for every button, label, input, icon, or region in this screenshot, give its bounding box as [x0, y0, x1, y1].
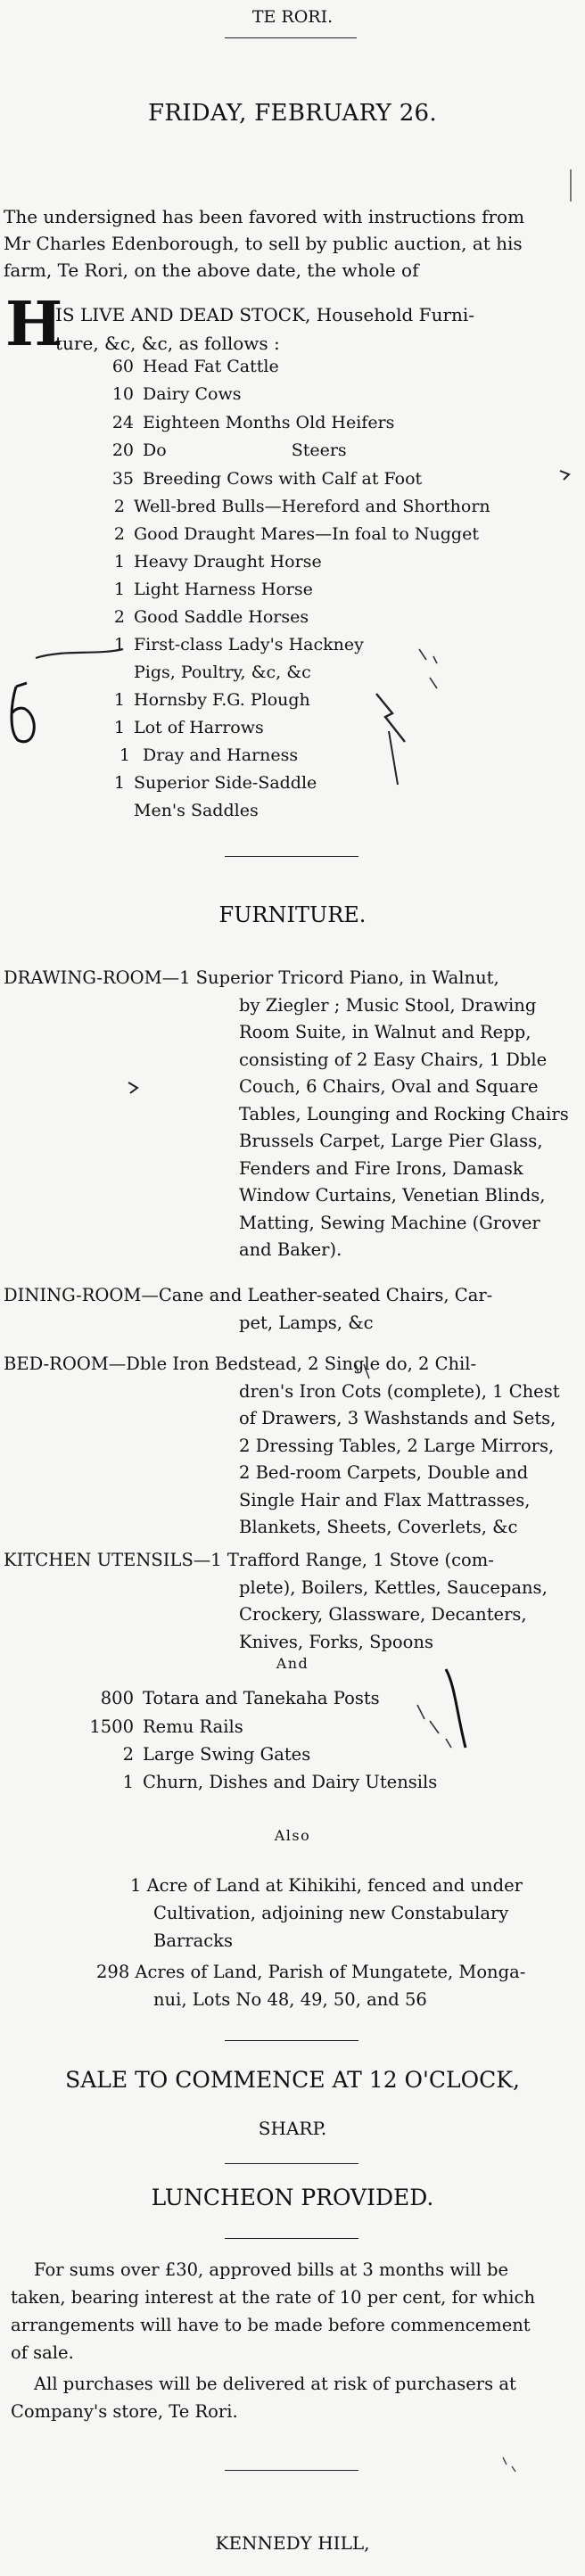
stock-item-desc: Good Draught Mares—In foal to Nugget [134, 524, 479, 544]
stock-item-desc: Light Harness Horse [134, 580, 313, 599]
post-item-desc: Large Swing Gates [143, 1744, 311, 1765]
stock-item-desc [143, 440, 347, 460]
stock-heading-line-1: IS LIVE AND DEAD STOCK, Household Furni- [55, 304, 475, 325]
drawing-room-line: consisting of 2 Easy Chairs, 1 Dble [239, 1049, 548, 1070]
steers-label: Steers [291, 440, 347, 460]
stock-item-desc: Well-bred Bulls—Hereford and Shorthorn [134, 497, 490, 516]
dining-room-line: pet, Lamps, &c [239, 1312, 374, 1333]
bed-room-line: of Drawers, 3 Washstands and Sets, [239, 1408, 556, 1428]
drop-cap: H [5, 289, 63, 360]
sale-commence: SALE TO COMMENCE AT 12 O'CLOCK, [65, 2067, 520, 2093]
sharp-label: SHARP. [258, 2118, 327, 2139]
terms-p2-line-2: Company's store, Te Rori. [11, 2401, 238, 2422]
post-item-qty: 1 [122, 1772, 134, 1792]
drawing-room-line: Matting, Sewing Machine (Grover [239, 1212, 540, 1233]
stock-item-desc: Men's Saddles [134, 801, 259, 820]
drawing-room-line: Brussels Carpet, Large Pier Glass, [239, 1131, 543, 1151]
stock-item-desc: Superior Side-Saddle [134, 773, 317, 793]
drawing-room-line: Tables, Lounging and Rocking Chairs [239, 1103, 569, 1124]
location-header: TE RORI. [251, 7, 334, 27]
post-item-qty: 1500 [89, 1716, 134, 1737]
kitchen-line: plete), Boilers, Kettles, Saucepans, [239, 1576, 548, 1598]
drawing-room-line: DRAWING-ROOM—1 Superior Tricord Piano, in Walnut, [4, 967, 499, 988]
land-item-2-line-1: 298 Acres of Land, Parish of Mungatete, Monga- [96, 1962, 526, 1982]
post-item-desc: Remu Rails [143, 1716, 243, 1737]
land-item-2-line-2: nui, Lots No 48, 49, 50, and 56 [153, 1989, 427, 2010]
kitchen-line: KITCHEN UTENSILS—1 Trafford Range, 1 Stove (com- [4, 1550, 494, 1570]
land-item-1-line-3: Barracks [153, 1930, 233, 1951]
luncheon-provided: LUNCHEON PROVIDED. [151, 2185, 434, 2210]
terms-p1-line-3: arrangements will have to be made before commencement [11, 2315, 531, 2335]
stock-item-qty: 2 [113, 607, 125, 627]
stock-item-desc: Pigs, Poultry, &c, &c [134, 663, 311, 682]
stock-item-desc: Good Saddle Horses [134, 607, 309, 627]
intro-line-1: The undersigned has been favored with instructions from [4, 206, 525, 227]
drawing-room-line: Room Suite, in Walnut and Repp, [239, 1022, 531, 1042]
stock-item-desc: Dray and Harness [143, 745, 299, 765]
terms-p2-line-1: All purchases will be delivered at risk of purchasers at [34, 2374, 516, 2394]
drawing-room-line: Fenders and Fire Irons, Damask [239, 1157, 523, 1179]
stock-item-qty: 24 [111, 413, 134, 432]
stock-item-qty: 2 [113, 497, 125, 516]
terms-p1-line-2: taken, bearing interest at the rate of 10 per cent, for which [11, 2287, 536, 2308]
intro-line-2: Mr Charles Edenborough, to sell by public auction, at his [4, 233, 523, 254]
drawing-room-line: by Ziegler ; Music Stool, Drawing [239, 994, 537, 1016]
kitchen-line: Knives, Forks, Spoons [239, 1631, 433, 1652]
stock-item-desc: Hornsby F.G. Plough [134, 690, 310, 710]
do-label: Do [143, 440, 167, 460]
post-item-desc: Totara and Tanekaha Posts [143, 1688, 380, 1708]
stock-item-desc: Heavy Draught Horse [134, 552, 322, 572]
stock-item-qty: 1 [113, 718, 125, 737]
bed-room-line: 2 Dressing Tables, 2 Large Mirrors, [239, 1435, 555, 1456]
dining-room-line: DINING-ROOM—Cane and Leather-seated Chairs, Car- [4, 1285, 493, 1305]
land-item-1-line-1: 1 Acre of Land at Kihikihi, fenced and under [130, 1875, 523, 1896]
divider [225, 2238, 358, 2239]
drawing-room-line: Couch, 6 Chairs, Oval and Square [239, 1076, 539, 1097]
divider [225, 2163, 358, 2164]
furniture-heading: FURNITURE. [218, 902, 367, 927]
bed-room-line: Single Hair and Flax Mattrasses, [239, 1489, 531, 1510]
stock-item-qty: 60 [111, 357, 134, 376]
post-item-desc: Churn, Dishes and Dairy Utensils [143, 1772, 438, 1792]
intro-line-3: farm, Te Rori, on the above date, the whole of [4, 259, 419, 281]
post-item-qty: 2 [122, 1744, 134, 1765]
stock-item-desc: Dairy Cows [143, 384, 242, 404]
stock-item-desc: Breeding Cows with Calf at Foot [143, 469, 423, 489]
stock-item-qty: 10 [111, 384, 134, 404]
terms-p1-line-1: For sums over £30, approved bills at 3 months will be [34, 2259, 508, 2280]
drawing-room-line: and Baker). [239, 1239, 342, 1260]
land-item-1-line-2: Cultivation, adjoining new Constabulary [153, 1903, 509, 1923]
terms-p1-line-4: of sale. [11, 2342, 74, 2363]
stock-item-desc: First-class Lady's Hackney [134, 635, 364, 654]
sale-date-heading: FRIDAY, FEBRUARY 26. [148, 100, 437, 127]
auctioneer-name: KENNEDY HILL, [215, 2532, 370, 2554]
also-label: Also [274, 1827, 311, 1844]
divider [225, 856, 358, 857]
stock-item-qty: 35 [111, 469, 134, 489]
stock-item-qty: 1 [113, 635, 125, 654]
bed-room-line: Blankets, Sheets, Coverlets, &c [239, 1517, 518, 1537]
stock-item-desc: Lot of Harrows [134, 718, 264, 737]
bed-room-line: dren's Iron Cots (complete), 1 Chest [239, 1380, 560, 1402]
stock-item-qty: 2 [113, 524, 125, 544]
kitchen-line: Crockery, Glassware, Decanters, [239, 1604, 527, 1625]
stock-item-qty: 1 [113, 773, 125, 793]
stock-item-qty: 20 [111, 440, 134, 460]
stock-item-desc: Head Fat Cattle [143, 357, 279, 376]
stock-heading-line-2: ture, &c, &c, as follows : [55, 333, 280, 354]
divider [225, 37, 357, 38]
divider [225, 2040, 358, 2041]
drawing-room-line: Window Curtains, Venetian Blinds, [239, 1185, 546, 1206]
and-label: And [276, 1655, 309, 1672]
stock-item-qty: 1 [113, 690, 125, 710]
stock-item-qty: 1 [119, 745, 130, 765]
stock-item-qty: 1 [113, 552, 125, 572]
post-item-qty: 800 [100, 1688, 134, 1708]
bed-room-line: BED-ROOM—Dble Iron Bedstead, 2 Single do, 2 Chil- [4, 1354, 477, 1374]
divider [225, 2470, 358, 2471]
bed-room-line: 2 Bed-room Carpets, Double and [239, 1462, 529, 1483]
stock-item-desc: Eighteen Months Old Heifers [143, 413, 395, 432]
stock-item-qty: 1 [113, 580, 125, 599]
